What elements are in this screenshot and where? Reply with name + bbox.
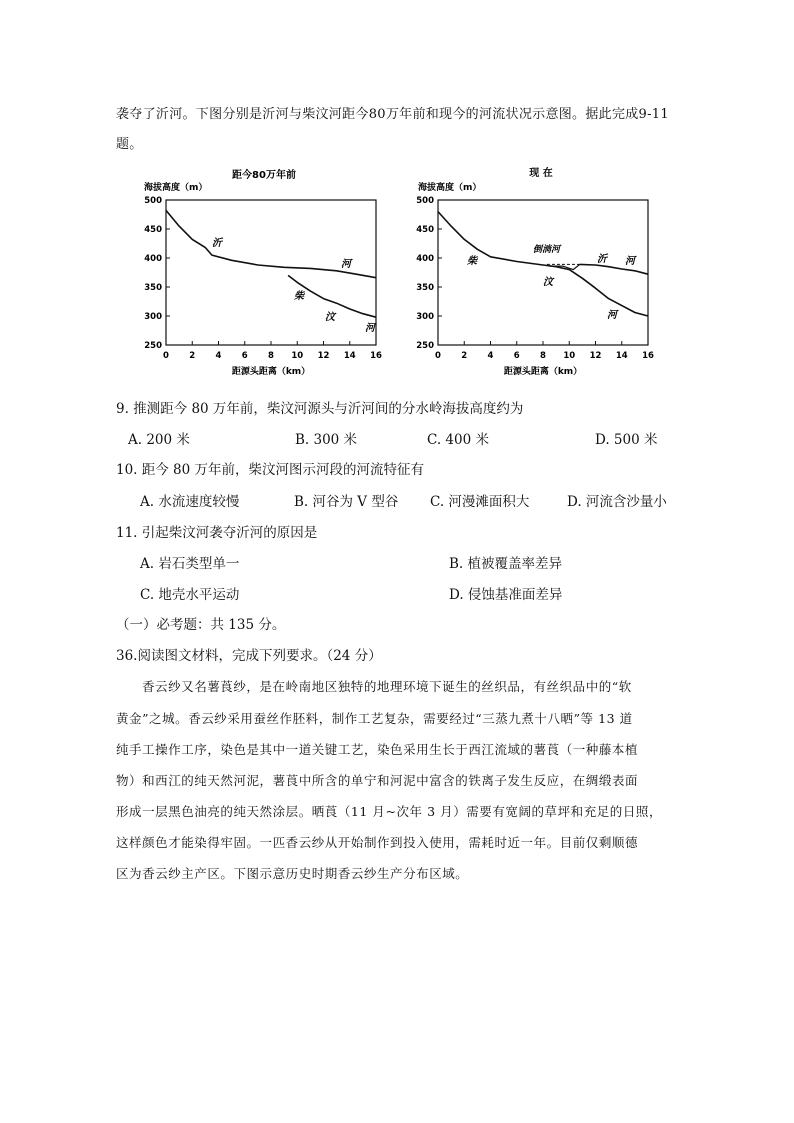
past-ytick-label: 450	[144, 225, 162, 235]
intro-line-1: 袭夺了沂河。下图分别是沂河与柴汶河距今80万年前和现今的河流状况示意图。据此完成9-11	[116, 107, 669, 122]
label-he-1: 河	[625, 256, 635, 267]
now-xtick-label: 0	[435, 351, 441, 361]
label-wen: 汶	[325, 312, 335, 323]
now-xtick-label: 6	[513, 351, 520, 361]
past-ytick-label: 400	[144, 254, 162, 264]
past-xtick-label: 6	[241, 351, 248, 361]
panel-now-title: 现 在	[529, 168, 553, 179]
panel-now-frame	[438, 200, 648, 345]
material-line-2: 黄金”之城。香云纱采用蚕丝作胚料，制作工艺复杂，需要经过“三蒸九煮十八晒”等 13 道	[116, 711, 633, 726]
now-ytick-label: 400	[416, 254, 434, 264]
question-36-stem: 36.阅读图文材料，完成下列要求。（24 分）	[116, 648, 382, 664]
label-he-2: 河	[365, 323, 375, 334]
now-xtick-label: 16	[642, 351, 654, 361]
past-xtick-label: 12	[317, 351, 330, 361]
question-11-stem: 11. 引起柴汶河袭夺沂河的原因是	[116, 525, 318, 541]
now-ytick-label: 500	[416, 196, 434, 206]
panel-past-ylabel: 海拔高度（m）	[144, 183, 208, 193]
intro-line-2: 题。	[116, 137, 143, 152]
label-yi: 沂	[597, 254, 607, 265]
past-xtick-label: 0	[163, 351, 169, 361]
past-ytick-label: 300	[144, 312, 162, 322]
past-xtick-label: 14	[343, 351, 356, 361]
past-xtick-label: 16	[370, 351, 382, 361]
material-line-6: 这样颜色才能染得牢固。一匹香云纱从开始制作到投入使用，需耗时近一年。目前仅剩顺德	[116, 835, 639, 850]
label-he-1: 河	[341, 259, 351, 270]
question-9-option-a: A. 200 米	[128, 432, 190, 448]
section-heading: （一）必考题：共 135 分。	[116, 617, 286, 633]
now-xtick-label: 8	[540, 351, 546, 361]
river-profile-figure	[140, 160, 660, 382]
panel-past	[144, 168, 382, 377]
question-11-option-b: B. 植被覆盖率差异	[449, 556, 563, 572]
question-11-option-d: D. 侵蚀基准面差异	[449, 587, 563, 603]
now-series-2	[580, 264, 648, 274]
label-chai: 柴	[467, 256, 477, 267]
question-10-option-b: B. 河谷为 V 型谷	[294, 494, 399, 510]
question-9-option-b: B. 300 米	[295, 432, 358, 448]
material-line-7: 区为香云纱主产区。下图示意历史时期香云纱生产分布区域。	[116, 866, 469, 881]
question-10-option-c: C. 河漫滩面积大	[430, 494, 530, 510]
material-line-5: 形成一层黑色油亮的纯天然涂层。晒莨（11 月~次年 3 月）需要有宽阔的草坪和充足的日照，	[116, 804, 663, 819]
past-xtick-label: 2	[189, 351, 196, 361]
now-ytick-label: 250	[416, 341, 434, 351]
question-11-option-a: A. 岩石类型单一	[140, 556, 240, 572]
question-11-option-c: C. 地壳水平运动	[140, 587, 240, 603]
question-9-option-c: C. 400 米	[427, 432, 489, 448]
panel-now-xlabel: 距源头距离（km）	[503, 367, 583, 377]
now-ytick-label: 450	[416, 225, 434, 235]
past-ytick-label: 250	[144, 341, 162, 351]
panel-now-ylabel: 海拔高度（m）	[418, 183, 482, 193]
panel-past-xlabel: 距源头距离（km）	[231, 367, 311, 377]
label-chai: 柴	[294, 291, 304, 302]
label-he-2: 河	[607, 310, 617, 321]
now-ytick-label: 300	[416, 312, 434, 322]
past-ytick-label: 500	[144, 196, 162, 206]
now-xtick-label: 14	[615, 351, 628, 361]
label-yi: 沂	[212, 238, 222, 249]
material-line-1: 香云纱又名薯莨纱，是在岭南地区独特的地理环境下诞生的丝织品，有丝织品中的“软	[142, 679, 632, 694]
material-line-4: 物）和西江的纯天然河泥，薯莨中所含的单宁和河泥中富含的铁离子发生反应，在绸缎表面	[116, 773, 639, 788]
now-xtick-label: 10	[563, 351, 576, 361]
question-9-option-d: D. 500 米	[595, 432, 658, 448]
past-ytick-label: 350	[144, 283, 162, 293]
past-xtick-label: 4	[215, 351, 222, 361]
label-daotang: 倒淌河	[533, 245, 561, 255]
now-xtick-label: 4	[487, 351, 494, 361]
now-xtick-label: 2	[461, 351, 468, 361]
question-10-stem: 10. 距今 80 万年前，柴汶河图示河段的河流特征有	[116, 462, 425, 478]
now-xtick-label: 12	[589, 351, 602, 361]
panel-now	[416, 166, 654, 377]
past-xtick-label: 8	[268, 351, 274, 361]
question-9-stem: 9. 推测距今 80 万年前，柴汶河源头与沂河间的分水岭海拔高度约为	[116, 401, 524, 417]
material-line-3: 纯手工操作工序，染色是其中一道关键工艺，染色采用生长于西江流域的薯莨（一种藤本植	[116, 742, 639, 757]
question-10-option-d: D. 河流含沙量小	[567, 494, 667, 510]
past-xtick-label: 10	[291, 351, 304, 361]
panel-past-title: 距今80万年前	[232, 170, 296, 181]
label-wen: 汶	[543, 277, 553, 288]
question-10-option-a: A. 水流速度较慢	[140, 494, 240, 510]
now-ytick-label: 350	[416, 283, 434, 293]
